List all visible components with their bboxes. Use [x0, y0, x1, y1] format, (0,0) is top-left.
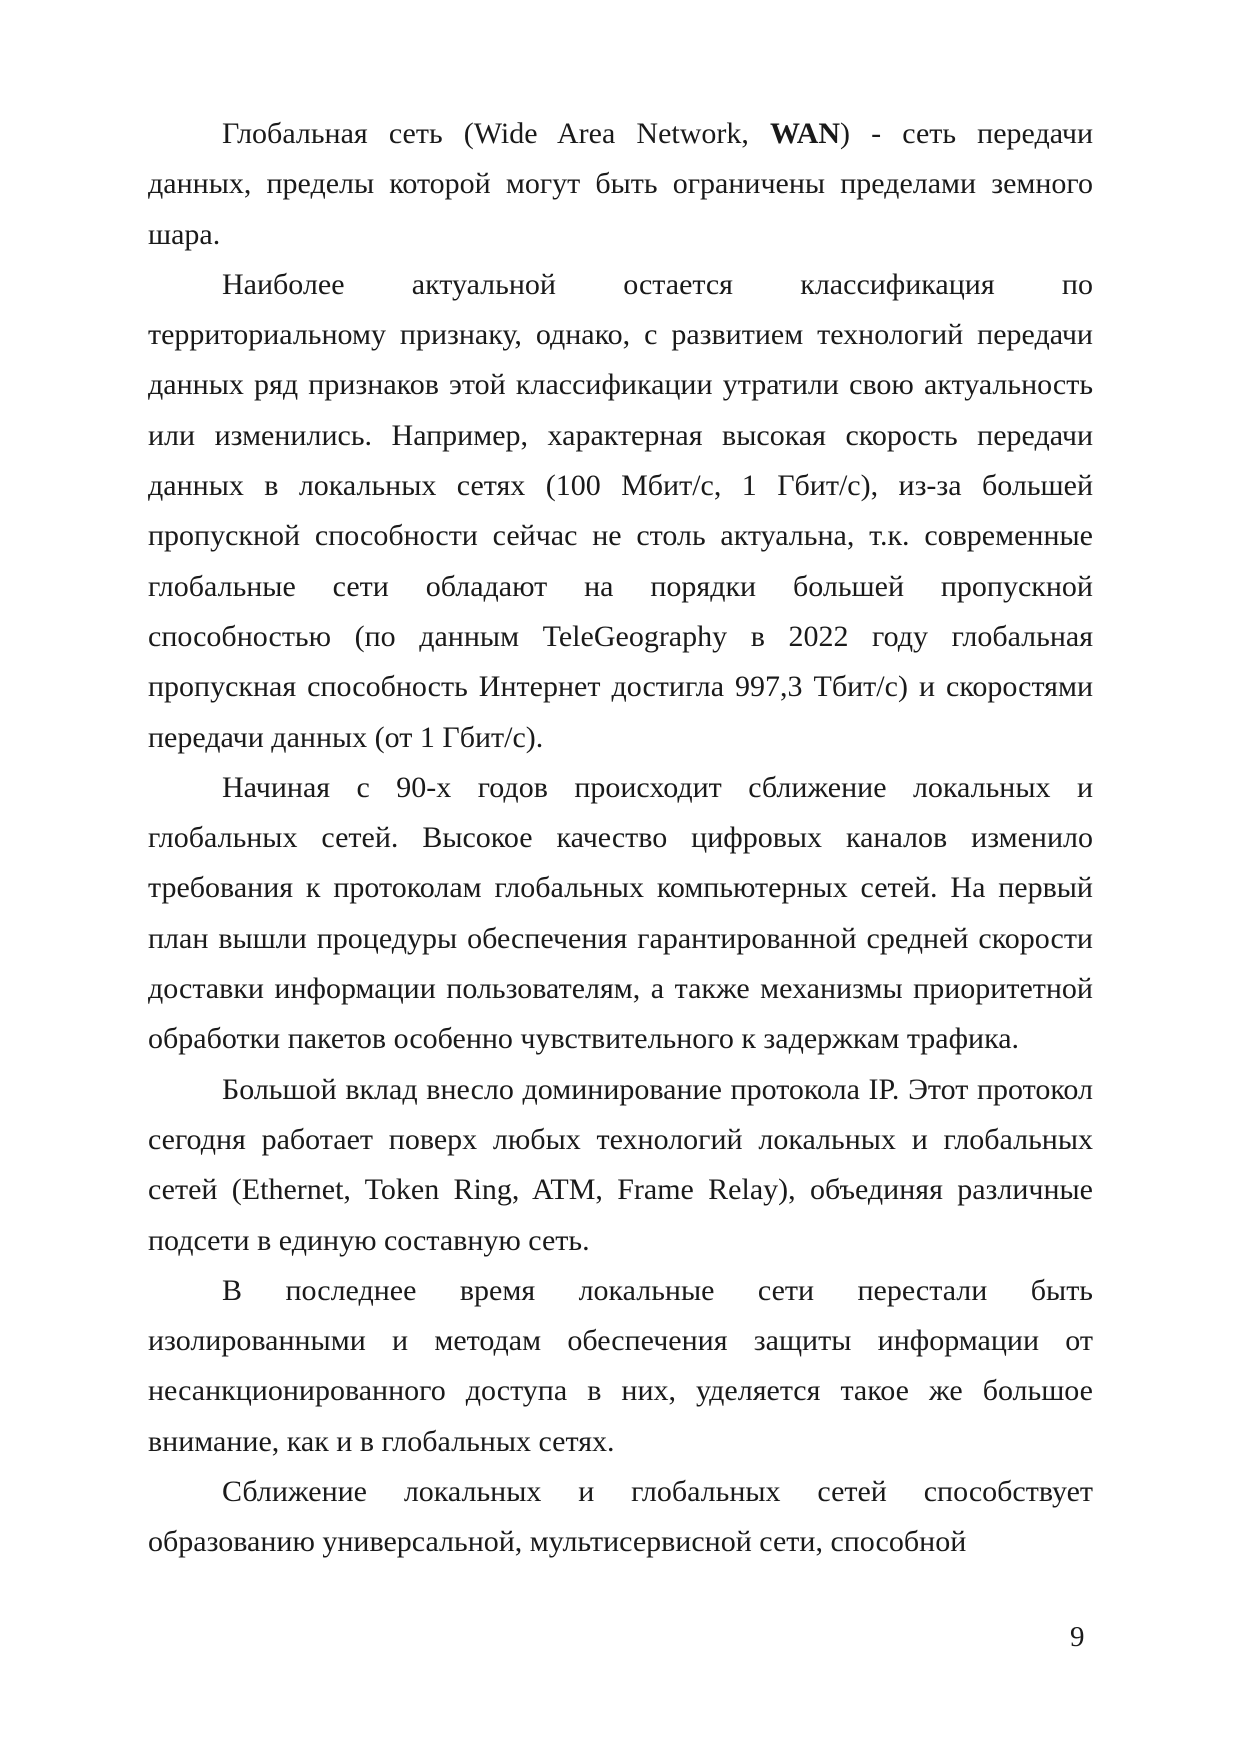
- wan-text-after: ) - сеть передачи данных, пределы которой могут быть ограничены пределами земного шара.: [148, 117, 1093, 251]
- page-number: 9: [1070, 1621, 1085, 1653]
- paragraph-security: В последнее время локальные сети перестали быть изолированными и методам обеспечения защиты информации от несанкционированного доступа в них, уделяется такое же большое внимание, как и в глобальных сетях.: [148, 1273, 1093, 1458]
- paragraph-classification: Наиболее актуальной остается классификация по территориальному признаку, однако, с развитием технологий передачи данных ряд признаков этой классификации утратили свою актуальность или изменились. Например, характерная высокая скорость передачи данных в локальных сетях (100 Мбит/с, 1 Гбит/с), из-за большей пропускной способности сейчас не столь актуальна, т.к. современные глобальные сети обладают на порядки большей пропускной способностью (по данным TeleGeography в 2022 году глобальная пропускная способность Интернет достигла 997,3 Тбит/с) и скоростями передачи данных (от 1 Гбит/с).: [148, 267, 1093, 754]
- paragraph-wan-definition: [148, 109, 1093, 260]
- wan-text-before: Глобальная сеть (Wide Area Network,: [222, 117, 771, 150]
- document-body: [148, 109, 1093, 1568]
- paragraph-convergence: Начиная с 90-х годов происходит сближение локальных и глобальных сетей. Высокое качество цифровых каналов изменило требования к протоколам глобальных компьютерных сетей. На первый план вышли процедуры обеспечения гарантированной средней скорости доставки информации пользователям, а также механизмы приоритетной обработки пакетов особенно чувствительного к задержкам трафика.: [148, 770, 1093, 1056]
- paragraph-ip-protocol: Большой вклад внесло доминирование протокола IP. Этот протокол сегодня работает поверх любых технологий локальных и глобальных сетей (Ethernet, Token Ring, ATM, Frame Relay), объединяя различные подсети в единую составную сеть.: [148, 1072, 1093, 1257]
- paragraph-multiservice: Сближение локальных и глобальных сетей способствует образованию универсальной, мультисервисной сети, способной: [148, 1475, 1093, 1559]
- wan-abbreviation: WAN: [770, 117, 841, 150]
